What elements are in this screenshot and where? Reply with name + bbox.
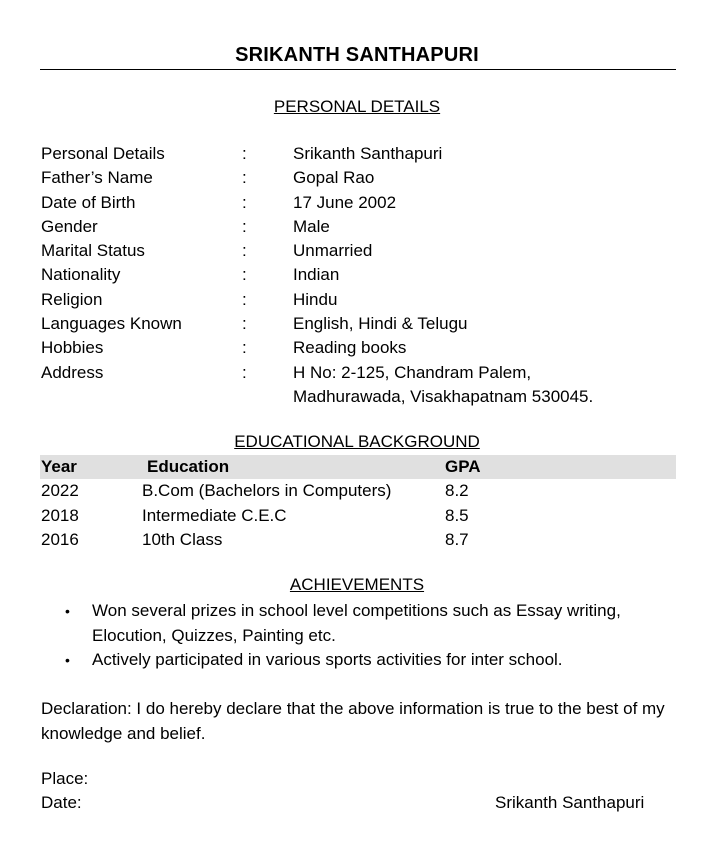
place-label: Place:: [41, 769, 89, 788]
address-line-2: Madhurawada, Visakhapatnam 530045.: [293, 386, 594, 406]
address-line-1: H No: 2-125, Chandram Palem,: [293, 362, 532, 382]
cell-education: B.Com (Bachelors in Computers): [142, 481, 392, 500]
cell-education: Intermediate C.E.C: [142, 505, 287, 525]
detail-label: Marital Status: [41, 241, 145, 261]
column-header-year: Year: [41, 457, 77, 476]
cell-year: 2018: [41, 505, 79, 525]
cell-gpa: 8.5: [445, 505, 469, 525]
detail-value: Reading books: [293, 338, 407, 358]
cell-year: 2022: [41, 481, 79, 500]
cell-gpa: 8.2: [445, 481, 469, 500]
detail-colon: :: [242, 289, 247, 309]
detail-value: English, Hindi & Telugu: [293, 314, 468, 334]
detail-label: Address: [41, 362, 104, 382]
list-item: [41, 648, 681, 673]
bullet-icon: •: [65, 603, 70, 619]
detail-label: Date of Birth: [41, 192, 136, 212]
detail-label: Hobbies: [41, 338, 104, 358]
education-heading: EDUCATIONAL BACKGROUND: [234, 432, 480, 451]
achievements-list: [41, 599, 681, 673]
title-divider: [40, 69, 676, 70]
detail-value: Indian: [293, 265, 340, 285]
detail-label: Personal Details: [41, 144, 165, 163]
achievements-heading: ACHIEVEMENTS: [289, 575, 425, 594]
detail-value: Male: [293, 216, 330, 236]
detail-colon: :: [242, 362, 247, 382]
declaration-text: Declaration: I do hereby declare that the above information is true to the best of my knowledge and belief.: [41, 699, 665, 743]
table-row: [40, 479, 676, 504]
detail-colon: :: [242, 192, 247, 212]
detail-colon: :: [242, 241, 247, 261]
detail-label: Nationality: [41, 265, 121, 285]
detail-colon: :: [242, 265, 247, 285]
detail-value: 17 June 2002: [293, 192, 397, 212]
date-label: Date:: [41, 793, 82, 812]
education-table-header: [40, 455, 676, 479]
detail-label: Father’s Name: [41, 168, 153, 188]
candidate-name: SRIKANTH SANTHAPURI: [235, 44, 479, 66]
achievement-text: Actively participated in various sports activities for inter school.: [92, 650, 563, 669]
detail-colon: :: [242, 168, 247, 188]
signature-name: Srikanth Santhapuri: [495, 793, 645, 812]
column-header-education: Education: [147, 457, 230, 476]
list-item: [41, 599, 681, 648]
detail-label: Languages Known: [41, 314, 182, 334]
detail-colon: :: [242, 216, 247, 236]
personal-details-heading: PERSONAL DETAILS: [273, 97, 441, 116]
bullet-icon: •: [65, 652, 70, 668]
cell-gpa: 8.7: [445, 530, 469, 549]
achievement-text: Won several prizes in school level competitions such as Essay writing, Elocution, Quizzes, Painting etc.: [92, 601, 621, 645]
detail-colon: :: [242, 314, 247, 334]
detail-value: Gopal Rao: [293, 168, 375, 188]
education-table-body: [40, 479, 676, 553]
detail-colon: :: [242, 338, 247, 358]
cell-education: 10th Class: [142, 530, 223, 549]
detail-value: Srikanth Santhapuri: [293, 144, 443, 163]
cell-year: 2016: [41, 530, 79, 549]
detail-colon: :: [242, 144, 247, 163]
table-row: [40, 528, 676, 553]
detail-label: Gender: [41, 216, 98, 236]
detail-value: Unmarried: [293, 241, 373, 261]
detail-value: Hindu: [293, 289, 338, 309]
table-row: [40, 504, 676, 529]
detail-label: Religion: [41, 289, 103, 309]
address-value: [293, 361, 593, 410]
column-header-gpa: GPA: [445, 457, 481, 476]
